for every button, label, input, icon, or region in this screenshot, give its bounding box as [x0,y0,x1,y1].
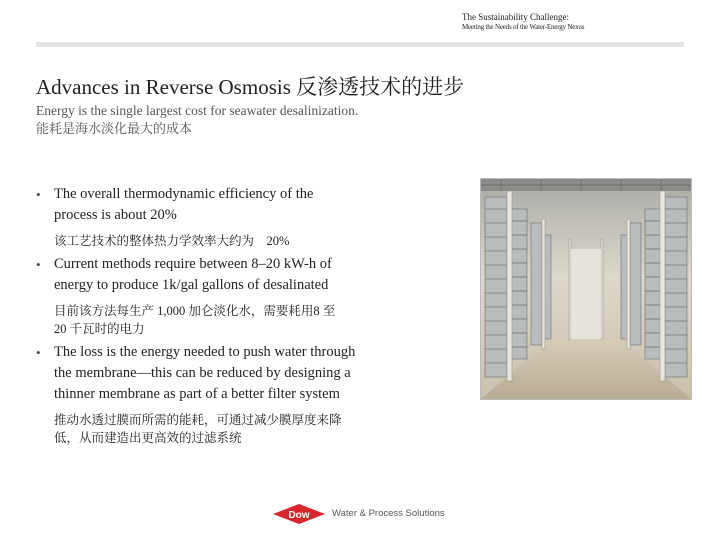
bullet-line: 目前该方法每生产 1,000 加仑淡化水，需要耗用8 至 [54,304,336,318]
bullet-item-energy [36,254,456,338]
bullet-item-efficiency [36,184,456,250]
dow-logo-text: Dow [288,510,310,521]
header-subtitle: Meeting the Needs of the Water-Energy Nexus [462,23,585,31]
bullet-line: 该工艺技术的整体热力学效率大约为 20% [54,234,290,248]
bullet-text-english [54,342,456,405]
plant-photo-illustration [481,179,691,399]
bullet-dot-icon: • [36,345,41,360]
bullet-line: 20 千瓦时的电力 [54,322,145,336]
bullet-text-chinese [54,232,456,250]
bullet-line: 推动水透过膜而所需的能耗，可通过减少膜厚度来降 [54,413,342,427]
bullet-line: energy to produce 1k/gal gallons of desalinated [54,277,329,293]
bullet-line: the membrane—this can be reduced by designing a [54,365,351,381]
header-title-text: The Sustainability Challenge: [462,12,569,22]
subtitle-chinese: 能耗是海水淡化最大的成本 [36,121,193,136]
bullet-dot-icon: • [36,257,41,272]
header-title [462,12,712,32]
bullet-text-english [54,254,456,296]
bullet-text-chinese [54,411,456,447]
bullet-text-chinese [54,302,456,338]
bullet-line: The overall thermodynamic efficiency of the [54,186,314,202]
bullet-dot-icon: • [36,187,41,202]
bullet-line: thinner membrane as part of a better filter system [54,386,340,402]
bullet-text-english [54,184,456,226]
slide-title: Advances in Reverse Osmosis 反渗透技术的进步 [36,75,465,99]
bullet-line: 低，从而建造出更高效的过滤系统 [54,431,242,445]
dow-logo-icon [272,503,326,525]
bullet-line: The loss is the energy needed to push water through [54,344,356,360]
bullet-list [36,184,456,451]
bullet-line: process is about 20% [54,207,177,223]
footer-tagline: Water & Process Solutions [332,508,445,519]
bullet-line: Current methods require between 8–20 kW-h of [54,256,332,272]
subtitle-english: Energy is the single largest cost for seawater desalinization. [36,103,359,118]
reverse-osmosis-plant-photo [480,178,692,400]
bullet-item-membrane [36,342,456,447]
header-divider [36,42,684,47]
